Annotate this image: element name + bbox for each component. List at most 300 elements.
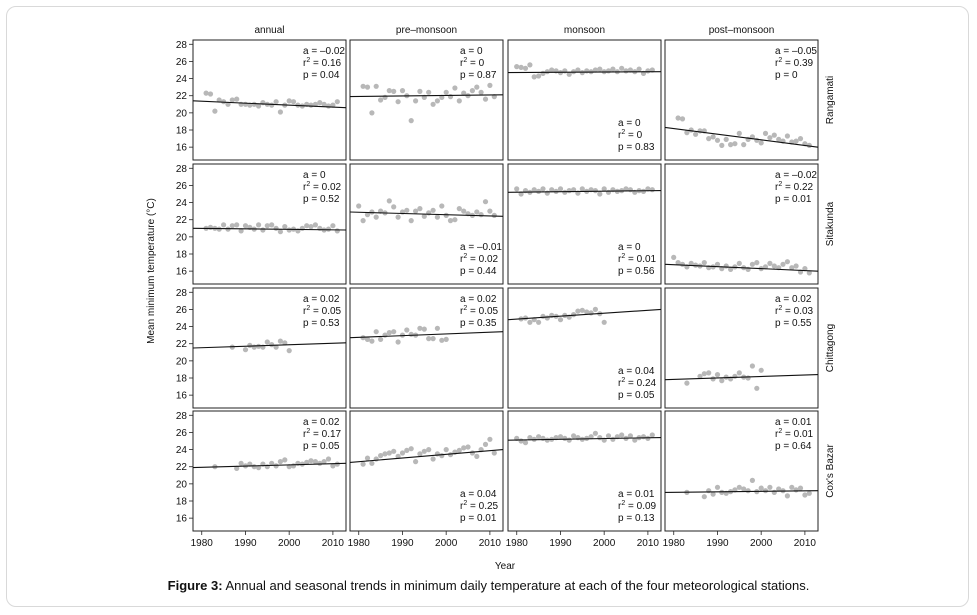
point-1-2-18	[593, 188, 598, 193]
point-0-3-10	[719, 143, 724, 148]
trend-line-2-1	[350, 332, 503, 338]
point-0-1-7	[391, 89, 396, 94]
point-3-1-11	[409, 446, 414, 451]
point-0-3-20	[763, 131, 768, 136]
stat-r2-superscript: 2	[306, 57, 311, 64]
point-3-1-5	[382, 451, 387, 456]
x-tick-label-2-1: 1990	[549, 538, 572, 549]
point-2-2-13	[575, 309, 580, 314]
x-tick-label-1-0: 1980	[347, 538, 370, 549]
point-0-1-27	[479, 90, 484, 95]
stat-p-1-3: p = 0.01	[775, 194, 812, 205]
point-1-1-12	[409, 218, 414, 223]
point-0-2-1	[519, 65, 524, 70]
stat-r2-2-0	[303, 305, 342, 317]
stat-r2-value: = 0.01	[782, 429, 814, 440]
point-0-1-26	[474, 85, 479, 90]
stat-r2-superscript: 2	[621, 253, 626, 260]
point-3-1-28	[483, 442, 488, 447]
point-1-3-26	[785, 259, 790, 264]
point-0-1-8	[396, 99, 401, 104]
point-1-0-13	[260, 227, 265, 232]
point-3-0-10	[274, 463, 279, 468]
stat-r2-symbol: r	[460, 254, 464, 265]
stat-r2-symbol: r	[618, 501, 622, 512]
point-1-2-19	[597, 191, 602, 196]
point-1-1-29	[483, 199, 488, 204]
row-label-0: Rangamati	[825, 75, 836, 125]
point-0-2-5	[536, 73, 541, 78]
y-tick-label-2-5: 26	[175, 304, 187, 316]
point-0-1-9	[400, 88, 405, 93]
stat-r2-value: = 0.05	[310, 306, 342, 317]
point-0-2-19	[597, 67, 602, 72]
point-1-0-14	[265, 223, 270, 228]
stat-p-0-1: p = 0.87	[460, 70, 497, 81]
stat-r2-superscript: 2	[778, 305, 783, 312]
point-0-0-1	[208, 91, 213, 96]
point-3-2-30	[645, 436, 650, 441]
stat-r2-0-1	[460, 57, 485, 69]
x-tick-label-3-1: 1990	[706, 538, 729, 549]
stat-r2-value: = 0	[625, 130, 643, 141]
point-3-2-24	[619, 432, 624, 437]
point-1-2-0	[514, 186, 519, 191]
stat-r2-superscript: 2	[306, 181, 311, 188]
point-3-1-16	[431, 456, 436, 461]
point-3-1-30	[492, 450, 497, 455]
point-0-1-16	[431, 102, 436, 107]
point-1-3-2	[680, 262, 685, 267]
point-0-0-19	[287, 98, 292, 103]
point-3-1-13	[417, 451, 422, 456]
point-2-1-8	[396, 339, 401, 344]
stat-r2-value: = 0.02	[310, 182, 342, 193]
stat-r2-symbol: r	[775, 306, 779, 317]
stat-r2-symbol: r	[618, 254, 622, 265]
point-2-3-12	[746, 375, 751, 380]
point-2-0-1	[243, 347, 248, 352]
point-3-2-18	[593, 431, 598, 436]
stat-p-2-0: p = 0.53	[303, 318, 340, 329]
stat-p-2-3: p = 0.55	[775, 318, 812, 329]
stat-r2-symbol: r	[775, 58, 779, 69]
y-tick-label-0-4: 24	[175, 74, 187, 86]
stat-a-3-3: a = 0.01	[775, 417, 812, 428]
stat-r2-1-1	[460, 253, 499, 265]
x-tick-label-0-2: 2000	[278, 538, 301, 549]
stat-r2-symbol: r	[303, 429, 307, 440]
point-0-1-22	[457, 98, 462, 103]
stat-a-2-1: a = 0.02	[460, 294, 497, 305]
point-0-1-19	[444, 90, 449, 95]
stat-r2-3-0	[303, 428, 342, 440]
point-3-2-12	[567, 438, 572, 443]
point-3-3-23	[798, 486, 803, 491]
point-3-1-22	[457, 448, 462, 453]
stat-r2-value: = 0.02	[467, 254, 499, 265]
point-1-1-23	[457, 206, 462, 211]
point-0-3-9	[715, 138, 720, 143]
x-tick-label-1-2: 2000	[435, 538, 458, 549]
stat-a-1-3: a = –0.02	[775, 170, 817, 181]
point-1-2-10	[558, 186, 563, 191]
y-tick-label-0-0: 16	[175, 142, 187, 154]
point-0-1-29	[487, 83, 492, 88]
row-label-3: Cox's Bazar	[825, 444, 836, 498]
point-0-3-3	[689, 127, 694, 132]
point-1-0-18	[282, 224, 287, 229]
point-1-2-31	[650, 187, 655, 192]
point-3-3-17	[772, 490, 777, 495]
stat-r2-superscript: 2	[621, 500, 626, 507]
point-0-1-6	[387, 88, 392, 93]
stat-r2-value: = 0.25	[467, 501, 499, 512]
stat-r2-superscript: 2	[306, 428, 311, 435]
point-3-1-18	[439, 453, 444, 458]
stat-a-1-1: a = –0.01	[460, 242, 502, 253]
y-tick-label-3-4: 24	[175, 445, 187, 457]
point-0-2-25	[623, 68, 628, 73]
point-0-1-12	[413, 98, 418, 103]
point-1-1-19	[439, 203, 444, 208]
stat-r2-0-0	[303, 57, 342, 69]
point-0-0-9	[243, 102, 248, 107]
stat-r2-2-2	[618, 377, 657, 389]
y-tick-label-1-6: 28	[175, 163, 187, 175]
stat-r2-symbol: r	[460, 58, 464, 69]
stat-p-3-1: p = 0.01	[460, 513, 497, 524]
point-1-3-25	[780, 262, 785, 267]
stat-r2-symbol: r	[460, 501, 464, 512]
stat-r2-symbol: r	[618, 130, 622, 141]
x-tick-label-2-3: 2010	[636, 538, 660, 549]
point-1-1-14	[417, 206, 422, 211]
point-3-3-20	[785, 493, 790, 498]
caption-text: Annual and seasonal trends in minimum daily temperature at each of the four meteorological stations.	[222, 578, 810, 593]
point-0-3-4	[693, 132, 698, 137]
point-3-3-5	[719, 490, 724, 495]
stat-r2-0-3	[775, 57, 814, 69]
point-0-1-3	[374, 84, 379, 89]
point-3-0-14	[291, 463, 296, 468]
stat-r2-value: = 0.03	[782, 306, 814, 317]
point-3-1-0	[361, 462, 366, 467]
point-0-2-22	[610, 67, 615, 72]
point-3-1-25	[470, 450, 475, 455]
stat-r2-superscript: 2	[621, 129, 626, 136]
point-1-1-30	[487, 209, 492, 214]
point-2-1-2	[369, 339, 374, 344]
point-3-1-26	[474, 454, 479, 459]
stat-r2-superscript: 2	[621, 377, 626, 384]
point-2-1-7	[391, 329, 396, 334]
point-3-2-21	[606, 433, 611, 438]
y-tick-label-0-5: 26	[175, 56, 187, 68]
stat-r2-1-3	[775, 181, 814, 193]
point-3-1-2	[369, 461, 374, 466]
point-2-1-19	[444, 337, 449, 342]
point-0-3-14	[737, 131, 742, 136]
stat-a-2-3: a = 0.02	[775, 294, 812, 305]
stat-p-1-0: p = 0.52	[303, 194, 340, 205]
point-0-1-13	[417, 89, 422, 94]
point-0-3-19	[759, 140, 764, 145]
point-1-1-4	[374, 215, 379, 220]
point-2-1-6	[387, 330, 392, 335]
stat-r2-value: = 0	[467, 58, 485, 69]
point-1-0-7	[234, 222, 239, 227]
y-tick-label-1-0: 16	[175, 266, 187, 278]
point-2-3-2	[702, 371, 707, 376]
point-0-1-4	[378, 97, 383, 102]
point-0-1-2	[369, 110, 374, 115]
y-tick-label-2-3: 22	[175, 339, 187, 351]
point-2-3-10	[737, 370, 742, 375]
point-3-2-22	[610, 437, 615, 442]
point-1-0-25	[313, 222, 318, 227]
point-1-2-15	[580, 186, 585, 191]
point-1-1-21	[448, 218, 453, 223]
point-1-1-17	[431, 208, 436, 213]
stat-r2-symbol: r	[303, 182, 307, 193]
point-0-0-6	[230, 97, 235, 102]
point-3-1-1	[365, 456, 370, 461]
point-2-3-14	[754, 386, 759, 391]
point-1-3-28	[794, 263, 799, 268]
stat-a-3-1: a = 0.04	[460, 489, 497, 500]
point-0-2-0	[514, 64, 519, 69]
stat-p-0-3: p = 0	[775, 70, 798, 81]
stat-p-0-2: p = 0.83	[618, 142, 655, 153]
point-1-3-7	[702, 260, 707, 265]
point-1-1-7	[387, 198, 392, 203]
y-tick-label-2-2: 20	[175, 356, 187, 368]
point-3-2-7	[545, 438, 550, 443]
point-3-3-1	[702, 494, 707, 499]
point-1-0-16	[274, 226, 279, 231]
point-3-1-7	[391, 449, 396, 454]
y-tick-label-1-1: 18	[175, 249, 187, 261]
point-3-0-12	[282, 457, 287, 462]
stat-r2-value: = 0.01	[625, 254, 657, 265]
point-1-1-1	[361, 218, 366, 223]
x-tick-label-2-2: 2000	[593, 538, 616, 549]
x-tick-label-1-1: 1990	[391, 538, 414, 549]
stat-p-3-0: p = 0.05	[303, 441, 340, 452]
point-1-3-15	[737, 261, 742, 266]
point-0-1-0	[361, 84, 366, 89]
point-3-3-25	[807, 491, 812, 496]
y-axis-label: Mean minimum temperature (°C)	[146, 198, 157, 344]
point-3-2-2	[523, 440, 528, 445]
point-2-2-9	[558, 317, 563, 322]
point-0-0-17	[278, 109, 283, 114]
point-2-3-5	[715, 372, 720, 377]
point-1-0-30	[335, 228, 340, 233]
point-0-1-11	[409, 118, 414, 123]
point-0-0-30	[335, 99, 340, 104]
point-0-0-2	[212, 109, 217, 114]
point-0-1-1	[365, 85, 370, 90]
point-0-2-28	[637, 67, 642, 72]
figure-caption	[0, 578, 977, 593]
stat-r2-1-0	[303, 181, 342, 193]
point-0-1-20	[448, 94, 453, 99]
point-2-1-11	[409, 332, 414, 337]
point-2-1-17	[435, 326, 440, 331]
point-0-1-21	[452, 85, 457, 90]
row-label-2: Chittagong	[825, 323, 836, 373]
y-tick-label-1-4: 24	[175, 198, 187, 210]
point-2-1-3	[374, 329, 379, 334]
point-1-0-23	[304, 223, 309, 228]
point-0-3-1	[680, 116, 685, 121]
point-3-2-31	[650, 432, 655, 437]
point-3-1-23	[461, 445, 466, 450]
point-1-2-29	[641, 189, 646, 194]
x-tick-label-1-3: 2010	[478, 538, 502, 549]
point-1-1-20	[444, 213, 449, 218]
row-label-1: Sitakunda	[825, 201, 836, 247]
x-tick-label-0-0: 1980	[190, 538, 213, 549]
stat-r2-2-3	[775, 305, 814, 317]
stat-r2-3-2	[618, 500, 657, 512]
point-1-3-19	[754, 260, 759, 265]
point-3-1-15	[426, 447, 431, 452]
y-tick-label-1-5: 26	[175, 180, 187, 192]
caption-label: Figure 3:	[167, 578, 223, 593]
stat-a-0-3: a = –0.05	[775, 46, 817, 57]
stat-r2-value: = 0.24	[625, 378, 657, 389]
point-1-1-31	[492, 213, 497, 218]
point-2-0-6	[265, 339, 270, 344]
point-1-1-18	[435, 215, 440, 220]
point-0-3-28	[798, 136, 803, 141]
stat-r2-value: = 0.16	[310, 58, 342, 69]
y-tick-label-0-6: 28	[175, 39, 187, 51]
point-0-0-20	[291, 99, 296, 104]
point-0-3-12	[728, 142, 733, 147]
stat-a-2-0: a = 0.02	[303, 294, 340, 305]
point-2-2-12	[571, 312, 576, 317]
point-0-3-21	[767, 135, 772, 140]
point-0-2-2	[523, 66, 528, 71]
stat-r2-value: = 0.09	[625, 501, 657, 512]
stat-r2-symbol: r	[303, 58, 307, 69]
point-3-1-19	[444, 447, 449, 452]
point-1-1-8	[391, 204, 396, 209]
point-1-1-22	[452, 217, 457, 222]
point-1-1-0	[356, 203, 361, 208]
point-1-3-12	[724, 263, 729, 268]
point-1-3-0	[671, 255, 676, 260]
column-header-0: annual	[254, 25, 285, 36]
point-3-0-22	[326, 456, 331, 461]
point-0-1-25	[470, 88, 475, 93]
point-2-1-14	[422, 327, 427, 332]
stat-a-0-1: a = 0	[460, 46, 483, 57]
y-tick-label-2-0: 16	[175, 390, 187, 402]
point-3-1-20	[448, 452, 453, 457]
stat-r2-symbol: r	[775, 182, 779, 193]
point-2-1-10	[404, 327, 409, 332]
point-3-3-15	[763, 488, 768, 493]
point-0-2-3	[527, 62, 532, 67]
stat-p-0-0: p = 0.04	[303, 70, 340, 81]
column-header-1: pre–monsoon	[395, 25, 458, 36]
point-0-1-17	[435, 98, 440, 103]
point-1-0-22	[300, 226, 305, 231]
stat-a-0-2: a = 0	[618, 118, 641, 129]
point-2-2-6	[545, 315, 550, 320]
point-1-2-12	[567, 188, 572, 193]
point-1-1-28	[479, 212, 484, 217]
y-tick-label-2-4: 24	[175, 322, 187, 334]
y-tick-label-3-2: 20	[175, 479, 187, 491]
column-header-3: post–monsoon	[708, 25, 775, 36]
stat-r2-superscript: 2	[778, 428, 783, 435]
point-3-2-19	[597, 435, 602, 440]
stat-p-2-2: p = 0.05	[618, 390, 655, 401]
stat-r2-superscript: 2	[778, 181, 783, 188]
stat-r2-superscript: 2	[463, 253, 468, 260]
point-1-1-9	[396, 215, 401, 220]
point-0-0-24	[308, 103, 313, 108]
point-1-0-29	[330, 223, 335, 228]
point-1-1-11	[404, 208, 409, 213]
point-2-1-4	[378, 337, 383, 342]
stat-r2-symbol: r	[303, 306, 307, 317]
point-1-2-26	[628, 187, 633, 192]
y-tick-label-3-1: 18	[175, 496, 187, 508]
stat-r2-2-1	[460, 305, 499, 317]
stat-r2-superscript: 2	[463, 500, 468, 507]
point-2-3-13	[750, 363, 755, 368]
x-tick-label-3-2: 2000	[750, 538, 773, 549]
point-1-3-22	[767, 261, 772, 266]
point-3-0-5	[252, 464, 257, 469]
y-tick-label-2-1: 18	[175, 373, 187, 385]
x-tick-label-3-3: 2010	[793, 538, 817, 549]
trend-line-0-2	[508, 72, 661, 73]
point-2-2-19	[602, 320, 607, 325]
stat-p-1-1: p = 0.44	[460, 266, 497, 277]
stat-r2-0-2	[618, 129, 643, 141]
point-0-1-15	[426, 90, 431, 95]
y-tick-label-2-6: 28	[175, 287, 187, 299]
stat-r2-value: = 0.05	[467, 306, 499, 317]
point-2-3-3	[706, 370, 711, 375]
point-3-3-12	[750, 478, 755, 483]
point-2-1-16	[431, 336, 436, 341]
point-0-0-7	[234, 97, 239, 102]
point-1-2-6	[540, 186, 545, 191]
y-tick-label-1-2: 20	[175, 232, 187, 244]
stat-r2-value: = 0.17	[310, 429, 342, 440]
point-2-2-4	[536, 320, 541, 325]
point-1-0-4	[221, 222, 226, 227]
stat-p-1-2: p = 0.56	[618, 266, 655, 277]
point-3-3-11	[746, 488, 751, 493]
stat-r2-symbol: r	[460, 306, 464, 317]
stat-r2-superscript: 2	[463, 57, 468, 64]
point-0-3-11	[724, 137, 729, 142]
column-header-2: monsoon	[563, 25, 606, 36]
point-2-0-11	[287, 348, 292, 353]
stat-r2-3-3	[775, 428, 814, 440]
point-2-1-18	[439, 338, 444, 343]
